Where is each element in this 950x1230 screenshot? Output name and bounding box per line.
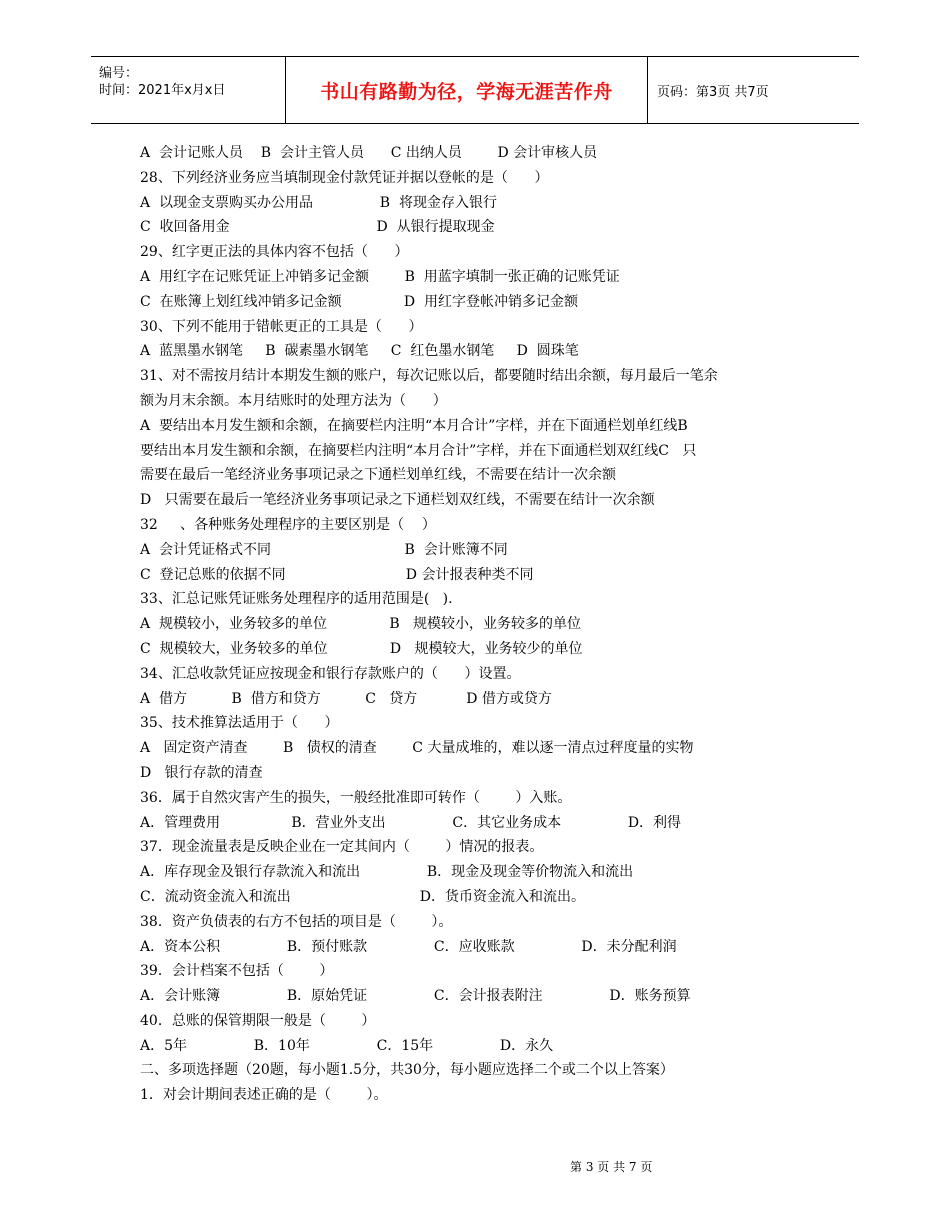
doc-number-label: 编号： (99, 66, 139, 81)
text-line: C 收回备用金 D 从银行提取现金 (140, 219, 495, 236)
text-line: A．库存现金及银行存款流入和流出 B．现金及现金等价物流入和流出 (140, 864, 634, 881)
header-motto: 书山有路勤为径，学海无涯苦作舟 (320, 80, 613, 103)
text-line: 36．属于自然灾害产生的损失，一般经批准即可转作（ ）入账。 (140, 789, 572, 806)
text-line: 37．现金流量表是反映企业在一定其间内（ ）情况的报表。 (140, 839, 544, 856)
footer-page-number: 第 3 页 共 7 页 (570, 1160, 653, 1174)
text-line: 38．资产负债表的右方不包括的项目是（ ）。 (140, 913, 453, 930)
header-divider (647, 57, 648, 123)
text-line: A 会计记账人员 B 会计主管人员 C 出纳人员 D 会计审核人员 (140, 145, 598, 161)
text-line: 35、技术推算法适用于（ ） (140, 715, 339, 732)
text-line: 33、汇总记账凭证账务处理程序的适用范围是( ). (140, 591, 453, 608)
text-line: A 借方 B 借方和贷方 C 贷方 D 借方或贷方 (140, 690, 552, 707)
text-line: C 在账簿上划红线冲销多记金额 D 用红字登帐冲销多记金额 (140, 293, 579, 310)
text-line: C 规模较大，业务较多的单位 D 规模较大，业务较少的单位 (140, 640, 583, 657)
date-label: 时间：2021年x月x日 (99, 83, 226, 98)
text-line: A．管理费用 B．营业外支出 C．其它业务成本 D．利得 (140, 814, 682, 831)
text-line: A．5年 B．10年 C．15年 D．永久 (140, 1037, 554, 1054)
text-line: 30、下列不能用于错帐更正的工具是（ ） (140, 318, 423, 335)
text-line: 39．会计档案不包括（ ） (140, 963, 334, 980)
text-line: 要结出本月发生额和余额，在摘要栏内注明“本月合计”字样，并在下面通栏划双红线C 只 (140, 442, 697, 459)
text-line: A 要结出本月发生额和余额，在摘要栏内注明“本月合计”字样，并在下面通栏划单红线B (140, 417, 688, 434)
text-line: D 只需要在最后一笔经济业务事项记录之下通栏划双红线，不需要在结计一次余额 (140, 492, 655, 509)
header-page-number: 页码：第3页 共7页 (657, 84, 769, 100)
text-line: C．流动资金流入和流出 D．货币资金流入和流出。 (140, 888, 585, 905)
text-line: A 蓝黑墨水钢笔 B 碳素墨水钢笔 C 红色墨水钢笔 D 圆珠笔 (140, 343, 579, 360)
text-line: 1．对会计期间表述正确的是（ ）。 (140, 1087, 388, 1104)
text-line: A．会计账簿 B．原始凭证 C．会计报表附注 D．账务预算 (140, 988, 691, 1005)
text-line: D 银行存款的清查 (140, 764, 263, 781)
text-line: 额为月末余额。本月结账时的处理方法为（ ） (140, 392, 447, 409)
text-line: 需要在最后一笔经济业务事项记录之下通栏划单红线，不需要在结计一次余额 (140, 467, 616, 484)
text-line: A 会计凭证格式不同 B 会计账簿不同 (140, 541, 508, 558)
text-line: A 规模较小，业务较多的单位 B 规模较小，业务较多的单位 (140, 616, 581, 633)
text-line: 29、红字更正法的具体内容不包括（ ） (140, 244, 409, 261)
text-line: A 以现金支票购买办公用品 B 将现金存入银行 (140, 194, 497, 211)
question-body (140, 141, 820, 1108)
page-header (91, 56, 859, 124)
text-line: A 用红字在记账凭证上冲销多记金额 B 用蓝字填制一张正确的记账凭证 (140, 268, 620, 285)
text-line: 34、汇总收款凭证应按现金和银行存款账户的（ ）设置。 (140, 665, 521, 682)
header-meta (91, 57, 285, 123)
text-line: A．资本公积 B．预付账款 C．应收账款 D．未分配利润 (140, 938, 677, 955)
text-line: 二、多项选择题（20题，每小题1.5分，共30分，每小题应选择二个或二个以上答案） (140, 1062, 674, 1079)
text-line: 31、对不需按月结计本期发生额的账户，每次记账以后，都要随时结出余额，每月最后一笔余 (140, 368, 718, 385)
text-line: 32 、各种账务处理程序的主要区别是（ ） (140, 516, 436, 533)
text-line: C 登记总账的依据不同 D 会计报表种类不同 (140, 566, 534, 583)
text-line: 40．总账的保管期限一般是（ ） (140, 1012, 376, 1029)
text-line: 28、下列经济业务应当填制现金付款凭证并据以登帐的是（ ） (140, 169, 549, 186)
text-line: A 固定资产清查 B 债权的清查 C 大量成堆的，难以逐一清点过秤度量的实物 (140, 740, 694, 757)
